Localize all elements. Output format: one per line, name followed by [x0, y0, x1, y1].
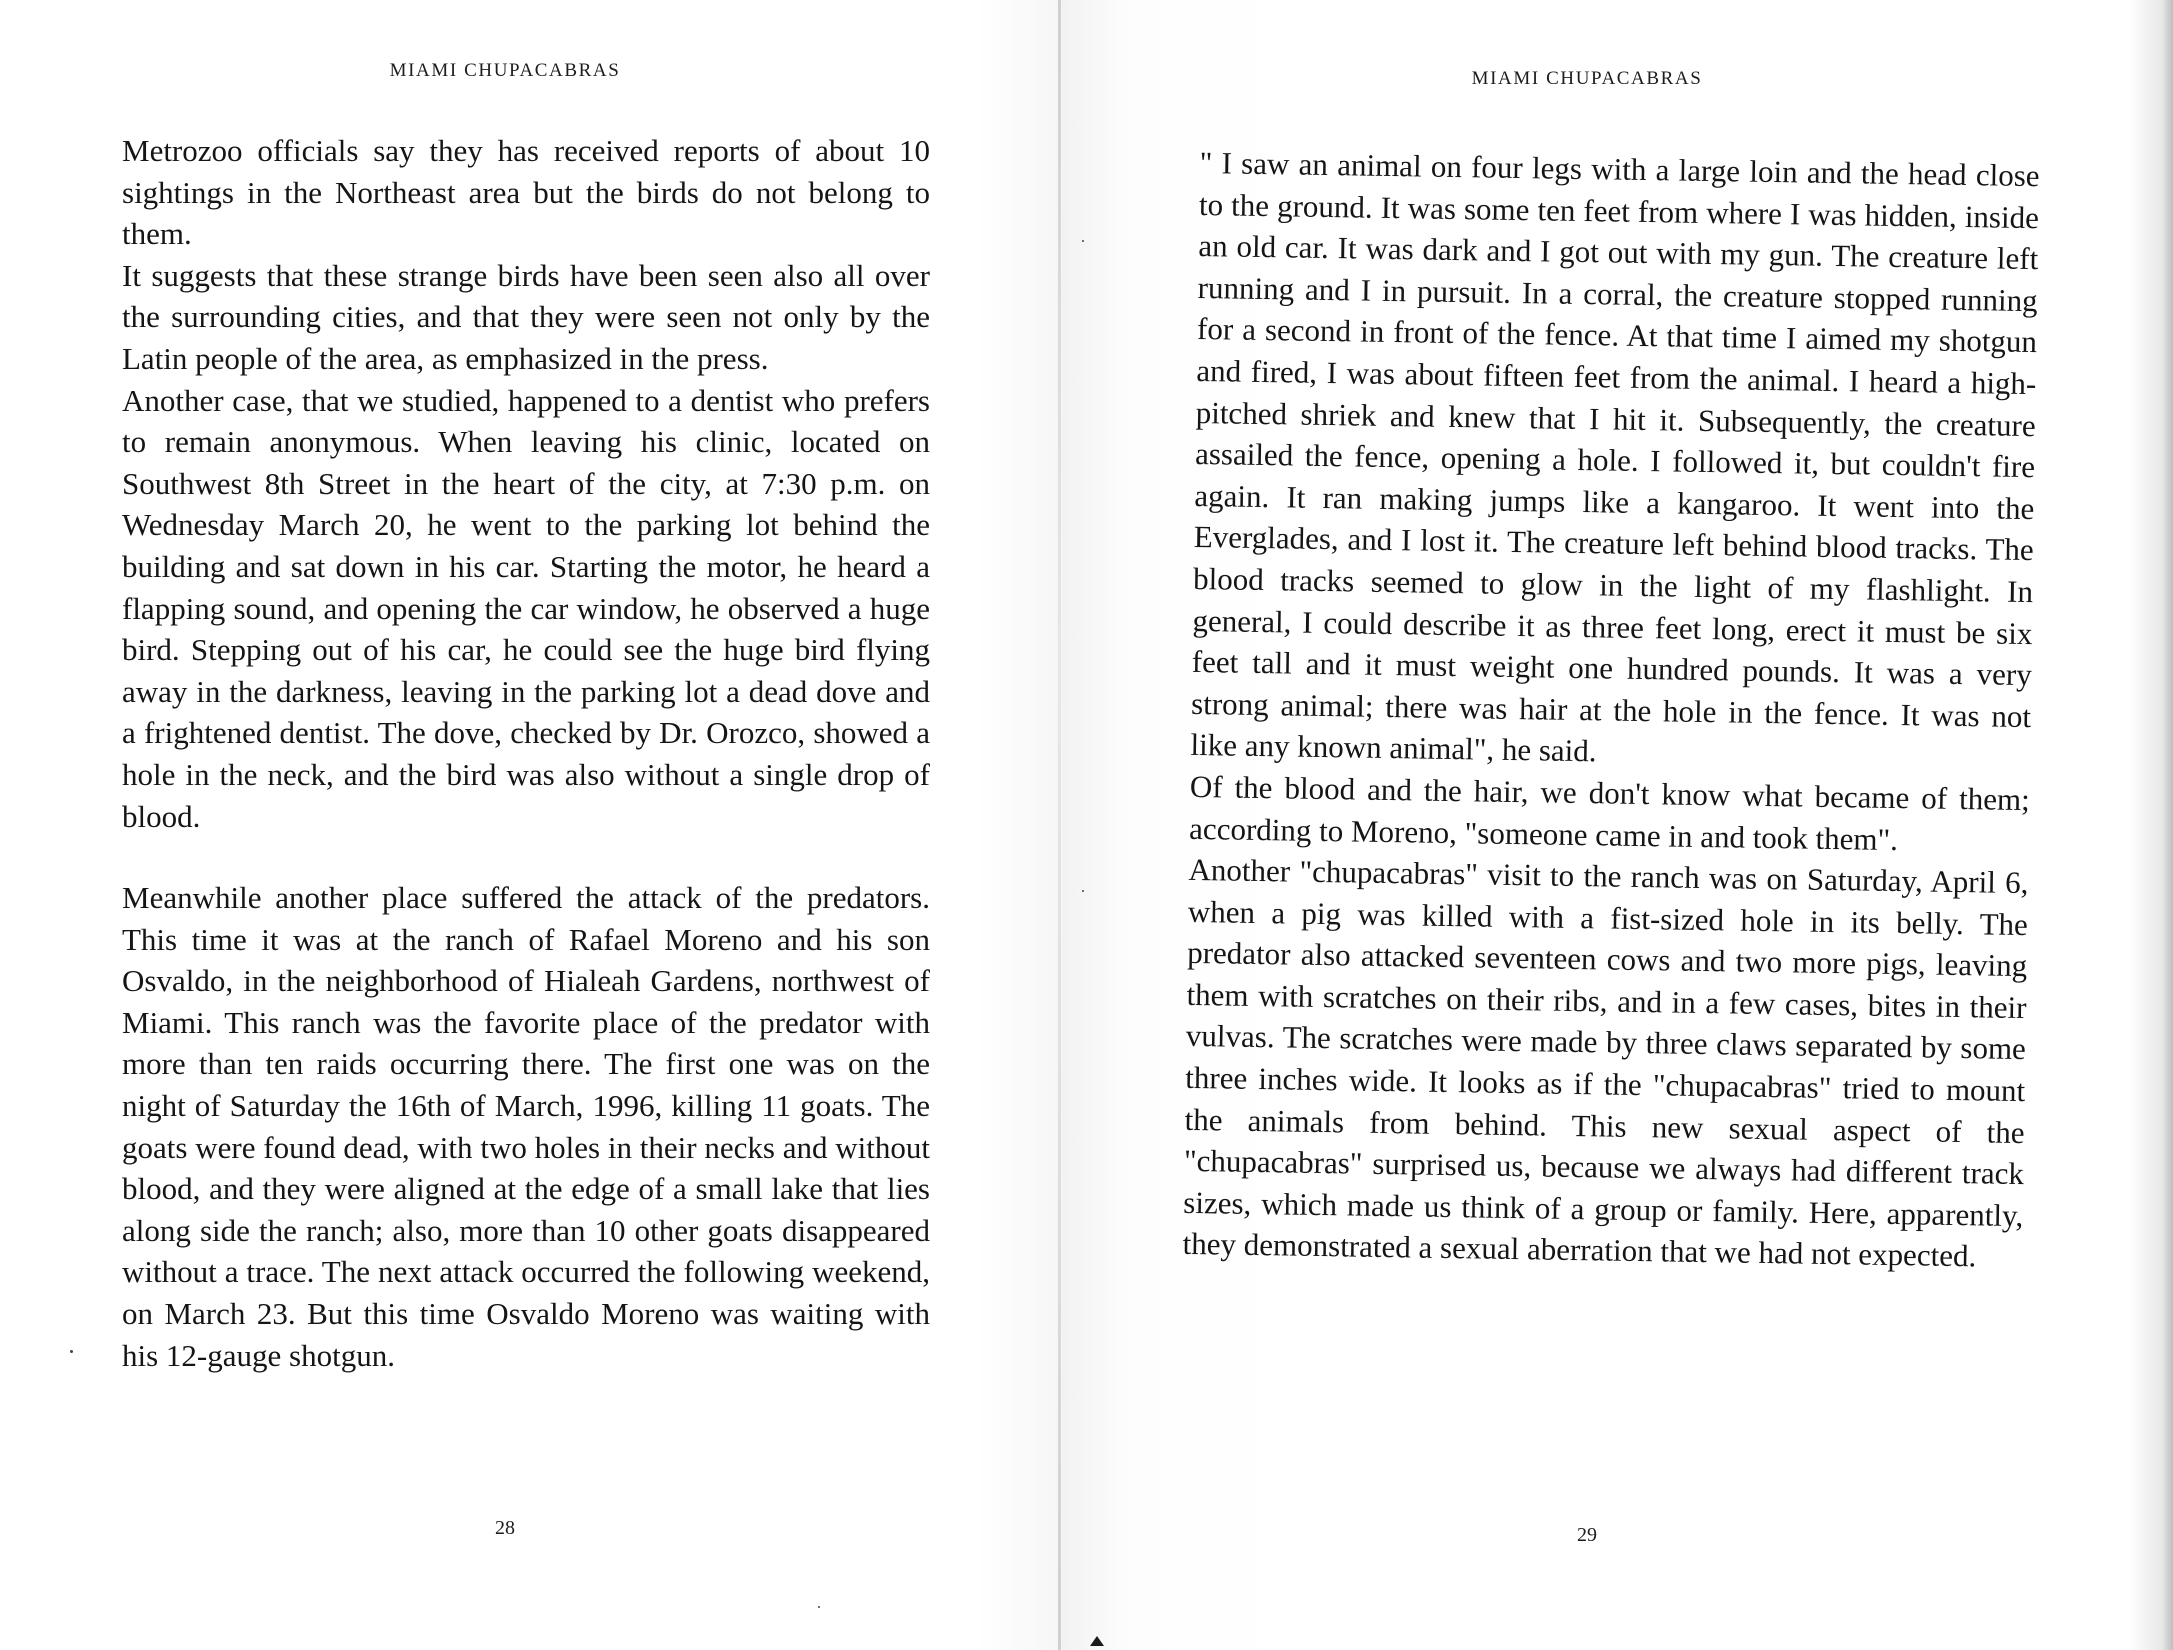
paragraph: Metrozoo officials say they has received reports of about 10 sightings in the Northeast area but the birds do not belong to them.	[122, 133, 930, 252]
spine-gutter	[1058, 0, 1061, 1650]
paper-speck	[1082, 890, 1084, 892]
running-head: MIAMI CHUPACABRAS	[1471, 68, 1703, 89]
paragraph: It suggests that these strange birds have been seen also all over the surrounding cities, and that they were seen not only by the Latin people of the area, as emphasized in the press.	[122, 257, 930, 376]
paragraph: Meanwhile another place suffered the attack of the predators. This time it was at the ranch of Rafael Moreno and his son Osvaldo, in the neighborhood of Hialeah Gardens, northwest of Miami. This ranch was the favorite place of the predator with more than ten raids occurring there. The first one was on the night of Saturday the 16th of March, 1996, killing 11 goats. The goats were found dead, with two holes in their necks and without blood, and they were aligned at the edge of a small lake that lies along side the ranch; also, more than 10 other goats disappeared without a trace. The next attack occurred the following weekend, on March 23. But this time Osvaldo Moreno was waiting with his 12-gauge shotgun.	[122, 880, 930, 1373]
paragraph: Another "chupacabras" visit to the ranch was on Saturday, April 6, when a pig was killed with a fist-sized hole in its belly. The predator also attacked seventeen cows and two more pigs, leaving them with scratches on their ribs, and in a few cases, bites in their vulvas. The scratches were made by three claws separated by some three inches wide. It looks as if the "chupacabras" tried to mount the animals from behind. This new sexual aspect of the "chupacabras" surprised us, because we always had different track sizes, which made us think of a group or family. Here, apparently, they demonstrated a sexual aberration that we had not expected.	[1182, 852, 2029, 1274]
right-page	[1062, 0, 2173, 1650]
page-edge-mark	[1090, 1636, 1104, 1646]
paragraph: " I saw an animal on four legs with a large loin and the head close to the ground. It was some ten feet from where I was hidden, inside an old car. It was dark and I got out with my gun. The creature left running and I in pursuit. In a corral, the creature stopped running for a second in front of the fence. At that time I aimed my shotgun and fired, I was about fifteen feet from the animal. I heard a high-pitched shriek and knew that I hit it. Subsequently, the creature assailed the fence, opening a hole. I followed it, but couldn't fire again. It ran making jumps like a kangaroo. It went into the Everglades, and I lost it. The creature left behind blood tracks. The blood tracks seemed to glow in the light of my flashlight. In general, I could describe it as three feet long, erect it must be six feet tall and it must weight one hundred pounds. It was a very strong animal; there was hair at the hole in the fence. It was not like any known animal", he said.	[1190, 144, 2040, 769]
paper-speck	[1082, 240, 1084, 242]
page-number: 28	[495, 1517, 515, 1539]
left-page	[0, 0, 1062, 1650]
paper-speck	[818, 1606, 820, 1608]
paragraph: Of the blood and the hair, we don't know what became of them; according to Moreno, "someone came in and took them".	[1188, 768, 2031, 857]
paper-speck	[70, 1350, 73, 1353]
running-head: MIAMI CHUPACABRAS	[389, 60, 621, 81]
page-number: 29	[1577, 1524, 1597, 1546]
page-body-text	[122, 130, 930, 1376]
paragraph: Another case, that we studied, happened to a dentist who prefers to remain anonymous. When leaving his clinic, located on Southwest 8th Street in the heart of the city, at 7:30 p.m. on Wednesday March 20, he went to the parking lot behind the building and sat down in his car. Starting the motor, he heard a flapping sound, and opening the car window, he observed a huge bird. Stepping out of his car, he could see the huge bird flying away in the darkness, leaving in the parking lot a dead dove and a frightened dentist. The dove, checked by Dr. Orozco, showed a hole in the neck, and the bird was also without a single drop of blood.	[122, 382, 930, 834]
page-body-text	[1182, 142, 2040, 1278]
